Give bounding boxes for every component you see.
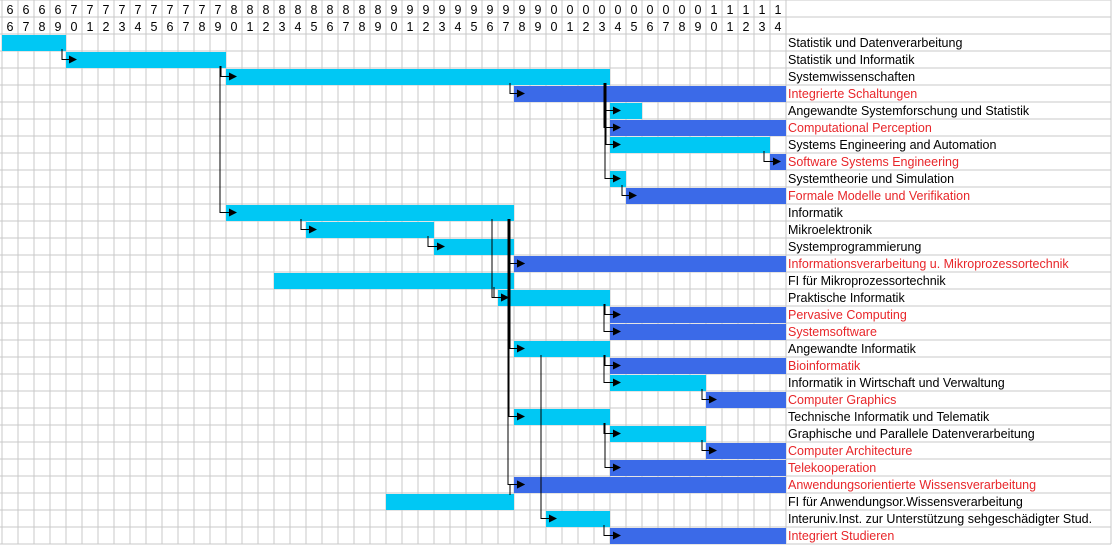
- year-tick-units: 2: [102, 20, 110, 34]
- task-label: Bioinformatik: [788, 359, 861, 373]
- year-tick-tens: 9: [470, 3, 478, 17]
- task-label: Informationsverarbeitung u. Mikroprozessortechnik: [788, 257, 1069, 271]
- gantt-bar: [610, 528, 786, 544]
- year-tick-tens: 9: [534, 3, 542, 17]
- year-tick-units: 2: [582, 20, 590, 34]
- task-label: Integriert Studieren: [788, 529, 895, 543]
- year-header: [7, 3, 782, 34]
- year-tick-units: 1: [566, 20, 574, 34]
- year-tick-tens: 0: [646, 3, 654, 17]
- task-label: Informatik: [788, 206, 843, 220]
- task-label: Interuniv.Inst. zur Unterstützung sehgeschädigter Stud.: [788, 512, 1093, 526]
- year-tick-tens: 8: [230, 3, 238, 17]
- year-tick-tens: 0: [566, 3, 574, 17]
- year-tick-tens: 1: [742, 3, 750, 17]
- task-label: Angewandte Informatik: [788, 342, 916, 356]
- year-tick-tens: 6: [38, 3, 46, 17]
- year-tick-units: 9: [374, 20, 382, 34]
- gantt-bar: [274, 273, 514, 289]
- connector-arrow: [220, 66, 236, 213]
- year-tick-units: 4: [294, 20, 302, 34]
- year-tick-units: 5: [630, 20, 638, 34]
- gantt-bar: [514, 477, 786, 493]
- year-tick-tens: 9: [438, 3, 446, 17]
- gantt-bar: [2, 35, 66, 51]
- year-tick-units: 2: [262, 20, 270, 34]
- year-tick-units: 5: [150, 20, 158, 34]
- year-tick-units: 1: [726, 20, 734, 34]
- year-tick-tens: 6: [54, 3, 62, 17]
- year-tick-units: 7: [502, 20, 510, 34]
- task-label: Graphische und Parallele Datenverarbeitung: [788, 427, 1035, 441]
- task-label: FI für Mikroprozessortechnik: [788, 274, 946, 288]
- year-tick-tens: 9: [422, 3, 430, 17]
- year-tick-tens: 9: [390, 3, 398, 17]
- year-tick-units: 1: [406, 20, 414, 34]
- year-tick-tens: 9: [502, 3, 510, 17]
- year-tick-units: 0: [710, 20, 718, 34]
- year-tick-units: 9: [54, 20, 62, 34]
- gantt-bar: [610, 307, 786, 323]
- gantt-bar: [514, 409, 610, 425]
- year-tick-tens: 0: [614, 3, 622, 17]
- task-label: Technische Informatik und Telematik: [788, 410, 990, 424]
- year-tick-units: 9: [694, 20, 702, 34]
- year-tick-units: 0: [70, 20, 78, 34]
- gantt-bar: [706, 443, 786, 459]
- year-tick-units: 7: [662, 20, 670, 34]
- task-label: Systems Engineering and Automation: [788, 138, 997, 152]
- year-tick-tens: 6: [6, 3, 14, 17]
- gantt-bar: [226, 69, 610, 85]
- year-tick-units: 2: [742, 20, 750, 34]
- task-label: Computational Perception: [788, 121, 932, 135]
- year-tick-units: 4: [614, 20, 622, 34]
- year-tick-tens: 9: [486, 3, 494, 17]
- task-label: Pervasive Computing: [788, 308, 907, 322]
- task-label: Praktische Informatik: [788, 291, 905, 305]
- year-tick-units: 6: [6, 20, 14, 34]
- year-tick-tens: 0: [662, 3, 670, 17]
- year-tick-units: 6: [486, 20, 494, 34]
- gantt-bar: [626, 188, 786, 204]
- year-tick-units: 4: [134, 20, 142, 34]
- year-tick-tens: 8: [294, 3, 302, 17]
- year-tick-tens: 9: [406, 3, 414, 17]
- task-label: Software Systems Engineering: [788, 155, 959, 169]
- task-label: Statistik und Informatik: [788, 53, 915, 67]
- task-label: Systemwissenschaften: [788, 70, 916, 84]
- gantt-bar: [610, 426, 706, 442]
- year-tick-tens: 1: [726, 3, 734, 17]
- year-tick-tens: 0: [694, 3, 702, 17]
- year-tick-tens: 0: [598, 3, 606, 17]
- year-tick-units: 0: [550, 20, 558, 34]
- year-tick-units: 0: [390, 20, 398, 34]
- task-label: Systemsoftware: [788, 325, 877, 339]
- year-tick-tens: 7: [198, 3, 206, 17]
- gantt-bar: [610, 120, 786, 136]
- gantt-bar: [610, 137, 770, 153]
- year-tick-tens: 1: [758, 3, 766, 17]
- year-tick-units: 8: [678, 20, 686, 34]
- year-tick-units: 6: [646, 20, 654, 34]
- year-tick-tens: 7: [118, 3, 126, 17]
- task-label: Angewandte Systemforschung und Statistik: [788, 104, 1030, 118]
- year-tick-tens: 7: [70, 3, 78, 17]
- year-tick-tens: 8: [262, 3, 270, 17]
- year-tick-units: 5: [470, 20, 478, 34]
- year-tick-tens: 8: [246, 3, 254, 17]
- year-tick-tens: 0: [550, 3, 558, 17]
- year-tick-tens: 9: [518, 3, 526, 17]
- year-tick-units: 8: [518, 20, 526, 34]
- year-tick-tens: 0: [582, 3, 590, 17]
- year-tick-tens: 8: [326, 3, 334, 17]
- year-tick-units: 4: [454, 20, 462, 34]
- year-tick-units: 7: [22, 20, 30, 34]
- year-tick-tens: 0: [678, 3, 686, 17]
- year-tick-units: 8: [358, 20, 366, 34]
- year-tick-units: 3: [118, 20, 126, 34]
- year-tick-units: 5: [310, 20, 318, 34]
- task-label: Informatik in Wirtschaft und Verwaltung: [788, 376, 1005, 390]
- gantt-bar: [610, 358, 786, 374]
- year-tick-tens: 9: [454, 3, 462, 17]
- year-tick-units: 7: [342, 20, 350, 34]
- gantt-bar: [226, 205, 514, 221]
- year-tick-units: 6: [166, 20, 174, 34]
- year-tick-tens: 7: [166, 3, 174, 17]
- year-tick-tens: 7: [102, 3, 110, 17]
- gantt-bar: [610, 324, 786, 340]
- task-label: Telekooperation: [788, 461, 877, 475]
- year-tick-tens: 7: [150, 3, 158, 17]
- year-tick-units: 1: [86, 20, 94, 34]
- gantt-bar: [610, 375, 706, 391]
- year-tick-units: 2: [422, 20, 430, 34]
- year-tick-tens: 0: [630, 3, 638, 17]
- year-tick-units: 9: [214, 20, 222, 34]
- task-label: Systemprogrammierung: [788, 240, 922, 254]
- year-tick-tens: 8: [278, 3, 286, 17]
- task-label: Mikroelektronik: [788, 223, 873, 237]
- task-label: Statistik und Datenverarbeitung: [788, 36, 963, 50]
- gantt-bar: [386, 494, 514, 510]
- gantt-bar: [306, 222, 434, 238]
- year-tick-tens: 1: [774, 3, 782, 17]
- task-label: Formale Modelle und Verifikation: [788, 189, 971, 203]
- gantt-bar: [66, 52, 226, 68]
- year-tick-units: 8: [198, 20, 206, 34]
- year-tick-tens: 7: [214, 3, 222, 17]
- year-tick-units: 3: [278, 20, 286, 34]
- task-label: Computer Graphics: [788, 393, 897, 407]
- year-tick-tens: 8: [374, 3, 382, 17]
- task-label: FI für Anwendungsor.Wissensverarbeitung: [788, 495, 1023, 509]
- year-tick-tens: 7: [86, 3, 94, 17]
- year-tick-units: 3: [438, 20, 446, 34]
- year-tick-units: 3: [758, 20, 766, 34]
- gantt-bar: [514, 86, 786, 102]
- year-tick-tens: 8: [310, 3, 318, 17]
- connector-arrow: [541, 355, 556, 519]
- year-tick-tens: 1: [710, 3, 718, 17]
- task-label: Systemtheorie und Simulation: [788, 172, 955, 186]
- year-tick-tens: 6: [22, 3, 30, 17]
- year-tick-units: 0: [230, 20, 238, 34]
- gantt-bar: [434, 239, 514, 255]
- task-label: Anwendungsorientierte Wissensverarbeitung: [788, 478, 1037, 492]
- year-tick-tens: 8: [342, 3, 350, 17]
- gantt-bar: [514, 256, 786, 272]
- task-label: Computer Architecture: [788, 444, 913, 458]
- year-tick-units: 7: [182, 20, 190, 34]
- year-tick-tens: 7: [134, 3, 142, 17]
- year-tick-units: 3: [598, 20, 606, 34]
- gantt-bar: [514, 341, 610, 357]
- year-tick-units: 1: [246, 20, 254, 34]
- year-tick-tens: 7: [182, 3, 190, 17]
- year-tick-units: 8: [38, 20, 46, 34]
- year-tick-tens: 8: [358, 3, 366, 17]
- task-label: Integrierte Schaltungen: [788, 87, 918, 101]
- gantt-bar: [706, 392, 786, 408]
- year-tick-units: 4: [774, 20, 782, 34]
- gantt-bar: [610, 460, 786, 476]
- gantt-bar: [498, 290, 610, 306]
- year-tick-units: 9: [534, 20, 542, 34]
- year-tick-units: 6: [326, 20, 334, 34]
